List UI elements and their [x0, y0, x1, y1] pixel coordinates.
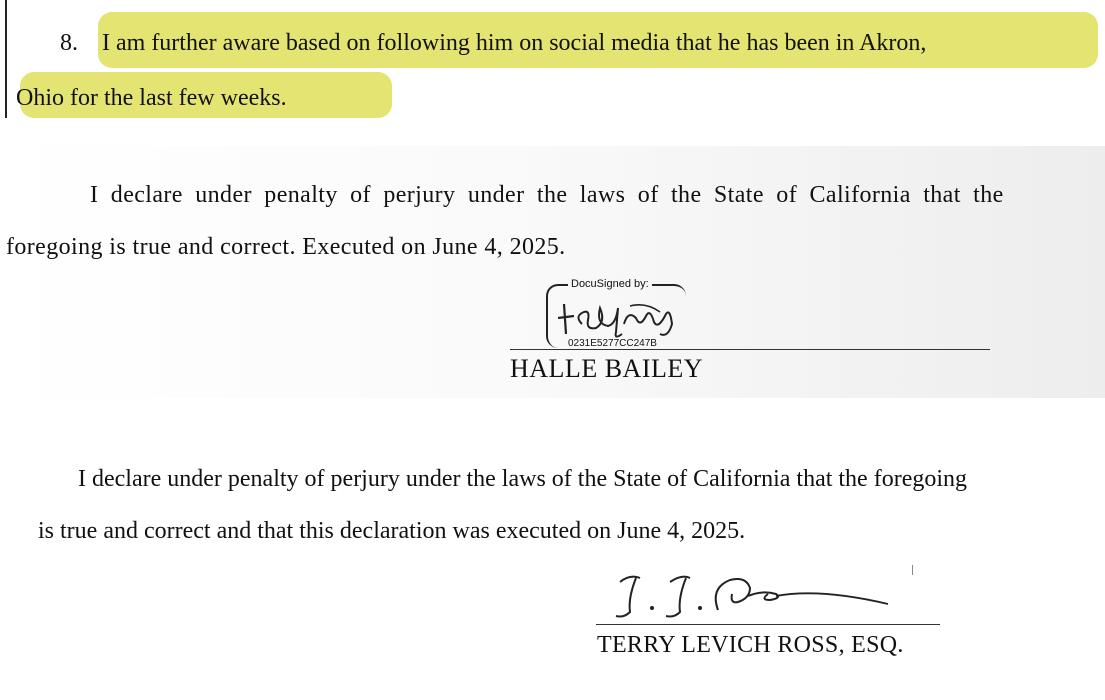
bailey-declaration-panel [0, 146, 1105, 398]
ross-declaration-panel [0, 440, 1105, 700]
handwritten-signature [600, 568, 900, 628]
signer-name: HALLE BAILEY [510, 354, 704, 383]
left-margin-rule [5, 0, 7, 118]
handwritten-signature [556, 294, 686, 342]
declaration-line: I declare under penalty of perjury under the laws of the State of California that the [90, 182, 1004, 208]
declaration-line: is true and correct and that this declaration was executed on June 4, 2025. [38, 518, 746, 544]
docusign-label: DocuSigned by: [568, 278, 652, 290]
declaration-line: I declare under penalty of perjury under the laws of the State of California that the foregoing [78, 466, 968, 492]
highlighted-paragraph-panel [0, 0, 1105, 118]
margin-tick [912, 565, 913, 575]
paragraph-line: Ohio for the last few weeks. [16, 85, 287, 111]
signer-name: TERRY LEVICH ROSS, ESQ. [597, 632, 904, 658]
docusign-envelope-id: 0231E5277CC247B [568, 338, 657, 349]
paragraph-number: 8. [60, 30, 78, 56]
signature-line [596, 624, 940, 625]
paragraph-line: I am further aware based on following him on social media that he has been in Akron, [102, 30, 927, 56]
signature-line [510, 349, 990, 350]
declaration-line: foregoing is true and correct. Executed on June 4, 2025. [6, 234, 566, 260]
